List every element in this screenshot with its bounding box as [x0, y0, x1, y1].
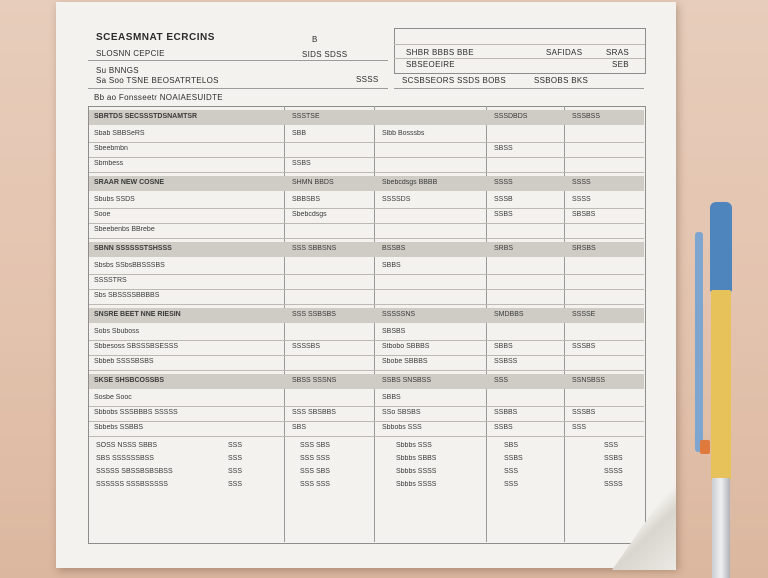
table-cell: Sbbebs SSBBS	[94, 424, 144, 431]
section-value: SSSTSE	[292, 113, 320, 120]
pen-grip	[712, 478, 730, 578]
row-rule	[89, 355, 644, 356]
table-cell: SSBS	[292, 160, 311, 167]
divider	[88, 60, 388, 61]
section-value: SSNSBSS	[572, 377, 606, 384]
table-cell: Sbab SBBSeRS	[94, 130, 145, 137]
table-cell: Sbeebmbn	[94, 145, 128, 152]
ledger-cell: Sbbbs SSSS	[396, 481, 437, 488]
divider	[394, 88, 644, 89]
table-cell: Sbbobs SSSBBBS SSSSS	[94, 409, 178, 416]
ledger-cell: SSS SSS	[300, 455, 330, 462]
ledger-cell: SSS	[228, 481, 243, 488]
pen-cap	[710, 202, 732, 292]
row-rule	[89, 436, 644, 437]
header-mid-mark: B	[312, 35, 318, 44]
table-cell: Sosbe Sooc	[94, 394, 132, 401]
ledger-cell: SSSS	[604, 481, 623, 488]
row-rule	[89, 142, 644, 143]
pen-clip	[695, 232, 703, 452]
header-line-1: Su BNNGS	[96, 66, 139, 75]
table-cell: Sbmbess	[94, 160, 124, 167]
pen	[708, 202, 734, 578]
table-cell: Sbebcdsgs	[292, 211, 327, 218]
section-value: SSS	[494, 377, 509, 384]
section-value: BSSBS	[382, 245, 406, 252]
ledger-cell: SSS	[228, 455, 243, 462]
section-value: SSSBSS	[572, 113, 601, 120]
ledger-cell: SSSSS SBSSBSBSBSS	[96, 468, 173, 475]
ledger-cell: SSBS	[504, 455, 523, 462]
table-cell: SSS SBSBBS	[292, 409, 336, 416]
section-value: SSSSSNS	[382, 311, 416, 318]
row-rule	[89, 370, 644, 371]
table-cell: Stbobo SBBBS	[382, 343, 430, 350]
row-rule	[89, 172, 644, 173]
section-value: Sbebcdsgs BBBB	[382, 179, 438, 186]
table-cell: SSSSTRS	[94, 277, 127, 284]
info-value-2: SRAS	[606, 48, 629, 57]
info-value-1: SAFIDAS	[546, 48, 583, 57]
table-cell: SBBSBS	[292, 196, 321, 203]
box-divider	[394, 44, 645, 45]
info-label-1: SHBR BBBS BBE	[406, 48, 474, 57]
table-cell: SSS	[572, 424, 587, 431]
pen-marker	[700, 440, 710, 454]
table-cell: SSSBS	[572, 343, 596, 350]
header-line-2: Sa Soo TSNE BEOSATRTELOS	[96, 76, 219, 85]
table-cell: SSSSBS	[292, 343, 321, 350]
divider	[88, 88, 388, 89]
table-cell: Sbs SBSSSSBBBBS	[94, 292, 160, 299]
table-cell: Sobs Sbuboss	[94, 328, 140, 335]
table-cell: SBBS	[382, 394, 401, 401]
table-cell: Sbeebenbs BBrebe	[94, 226, 155, 233]
row-rule	[89, 340, 644, 341]
row-rule	[89, 304, 644, 305]
ledger-cell: SSS SBS	[300, 442, 330, 449]
table-cell: SSSB	[494, 196, 513, 203]
table-cell: Sbsbs SSbsBBSSSBS	[94, 262, 165, 269]
table-cell: SSo SBSBS	[382, 409, 421, 416]
ledger-cell: SSS	[504, 481, 519, 488]
section-title: SBRTDS SECSSSTDSNAMTSR	[94, 113, 198, 120]
ledger-cell: SSS	[228, 442, 243, 449]
table-cell: SSBBS	[494, 409, 518, 416]
section-value: SRSBS	[572, 245, 596, 252]
row-rule	[89, 208, 644, 209]
info-value-3: SEB	[612, 60, 629, 69]
section-title: SNSRE BEET NNE RIESIN	[94, 311, 181, 318]
section-value: SSSS	[494, 179, 513, 186]
ledger-cell: SSS SSS	[300, 481, 330, 488]
section-title: SKSE SHSBCOSSBS	[94, 377, 165, 384]
table-cell: Sbobe SBBBS	[382, 358, 428, 365]
ledger-cell: Sbbbs SSS	[396, 442, 432, 449]
section-title: SRAAR NEW COSNE	[94, 179, 165, 186]
pen-barrel	[711, 290, 731, 480]
header-line-3: Bb ao Fonsseetr NOAIAESUIDTE	[94, 93, 223, 102]
table-cell: SSBSS	[494, 358, 518, 365]
ledger-cell: SSSS	[604, 468, 623, 475]
table-cell: SSSBS	[572, 409, 596, 416]
header-mid-value-1: SIDS SDSS	[302, 50, 348, 59]
section-value: SSS SBBSNS	[292, 245, 337, 252]
row-rule	[89, 223, 644, 224]
table-cell: SSBS	[494, 211, 513, 218]
ledger-cell: SSBS	[604, 455, 623, 462]
ledger-cell: Sbbbs SBBS	[396, 455, 437, 462]
row-rule	[89, 406, 644, 407]
table-cell: Sbubs SSDS	[94, 196, 135, 203]
section-value: SSBS SNSBSS	[382, 377, 432, 384]
table-cell: SBSS	[494, 145, 513, 152]
ledger-cell: SBS	[504, 442, 519, 449]
ledger-cell: SSS	[504, 468, 519, 475]
ledger-cell: SBS SSSSSSBSS	[96, 455, 154, 462]
ledger-cell: Sbbbs SSSS	[396, 468, 437, 475]
table-cell: Slbb Bosssbs	[382, 130, 425, 137]
table-cell: SBBS	[494, 343, 513, 350]
section-value: SHMN BBDS	[292, 179, 334, 186]
table-cell: Sbbeb SSSSBSBS	[94, 358, 154, 365]
ledger-cell: SSSSSS SSSBSSSSS	[96, 481, 168, 488]
ledger-cell: SSS SBS	[300, 468, 330, 475]
table-cell: SBSBS	[382, 328, 406, 335]
row-rule	[89, 157, 644, 158]
info-sub-1: SCSBSEORS SSDS BOBS	[402, 76, 506, 85]
form-title: SCEASMNAT ECRCINS	[96, 32, 215, 43]
section-value: SSS SSBSBS	[292, 311, 336, 318]
box-divider	[394, 58, 645, 59]
table-cell: Sooe	[94, 211, 111, 218]
ledger-cell: SOSS NSSS SBBS	[96, 442, 158, 449]
ledger-cell: SSS	[604, 442, 619, 449]
table-cell: SBSBS	[572, 211, 596, 218]
table-cell: SSSS	[572, 196, 591, 203]
table-cell: SBB	[292, 130, 307, 137]
table-cell: Sbbesoss SBSSSBSESSS	[94, 343, 179, 350]
section-value: SSSDBDS	[494, 113, 528, 120]
row-rule	[89, 289, 644, 290]
section-value: SSSSE	[572, 311, 596, 318]
row-rule	[89, 421, 644, 422]
row-rule	[89, 274, 644, 275]
table-cell: SBBS	[382, 262, 401, 269]
table-cell: SBS	[292, 424, 307, 431]
section-value: SBSS SSSNS	[292, 377, 337, 384]
section-value: SRBS	[494, 245, 514, 252]
section-value: SMDBBS	[494, 311, 524, 318]
ledger-cell: SSS	[228, 468, 243, 475]
table-cell: Sbbobs SSS	[382, 424, 422, 431]
form-subtitle: SLOSNN CEPCIE	[96, 49, 165, 58]
row-rule	[89, 238, 644, 239]
info-sub-2: SSBOBS BKS	[534, 76, 589, 85]
info-label-2: SBSEOEIRE	[406, 60, 455, 69]
section-title: SBNN SSSSSSTSHSSS	[94, 245, 172, 252]
paper-sheet	[56, 2, 676, 568]
section-value: SSSS	[572, 179, 591, 186]
table-cell: SSSSDS	[382, 196, 411, 203]
table-cell: SSBS	[494, 424, 513, 431]
header-mid-value-2: SSSS	[356, 75, 379, 84]
